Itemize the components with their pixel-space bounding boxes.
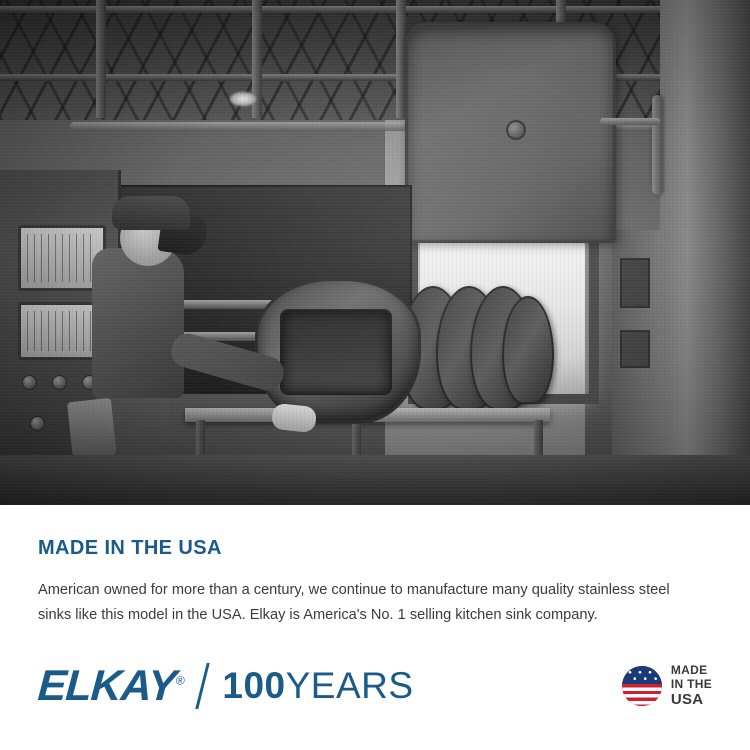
furnace-hinge — [620, 330, 650, 368]
worker-glove — [271, 403, 317, 433]
anniversary-number: 100 — [222, 665, 286, 706]
ceiling-lamp — [230, 92, 256, 106]
us-flag-icon — [622, 666, 662, 706]
anniversary-lockup — [222, 665, 413, 707]
anniversary-word: YEARS — [285, 665, 414, 706]
ceiling-beam-vertical — [96, 0, 106, 118]
brand-lockup — [38, 662, 414, 711]
control-knob — [52, 375, 67, 390]
text-content — [0, 505, 750, 628]
made-in-usa-badge — [622, 663, 712, 709]
gauge-scale — [27, 311, 97, 351]
registered-trademark-icon: ® — [175, 673, 185, 688]
control-knob — [22, 375, 37, 390]
ceiling-beam — [0, 6, 750, 13]
right-wall-column — [660, 0, 750, 505]
badge-line-usa: USA — [670, 691, 704, 709]
flag-stripes — [622, 684, 662, 706]
page-title: MADE IN THE USA — [38, 537, 222, 559]
control-knob — [30, 416, 45, 431]
furnace-door — [405, 22, 616, 243]
sink-blank-stack-item — [502, 296, 554, 404]
ceiling-beam — [0, 74, 750, 81]
door-handle — [652, 95, 662, 195]
elkay-wordmark: ELKAY — [36, 661, 178, 710]
ceiling-truss — [0, 0, 750, 120]
door-lift-rod — [600, 118, 660, 125]
worker-apron — [67, 398, 117, 462]
gauge-scale — [27, 234, 97, 282]
body-paragraph: American owned for more than a century, we continue to manufacture many quality stainless steel sinks like this model in the USA. Elkay is America's No. 1 selling kitchen sink company. — [38, 582, 670, 624]
door-bolt — [506, 120, 526, 140]
flag-canton — [622, 666, 662, 684]
worker-cap — [112, 196, 190, 230]
elkay-logo — [36, 662, 185, 711]
furnace-hinge — [620, 258, 650, 308]
badge-line-made: MADE — [670, 663, 708, 677]
factory-floor — [0, 455, 750, 505]
sink-basin-cavity — [280, 309, 392, 395]
badge-text — [671, 663, 712, 709]
footer — [0, 622, 750, 750]
logo-divider — [196, 663, 210, 709]
badge-line-inthe: IN THE — [670, 677, 712, 692]
worker-torso — [92, 248, 184, 398]
stamped-sink-blank — [255, 278, 421, 424]
